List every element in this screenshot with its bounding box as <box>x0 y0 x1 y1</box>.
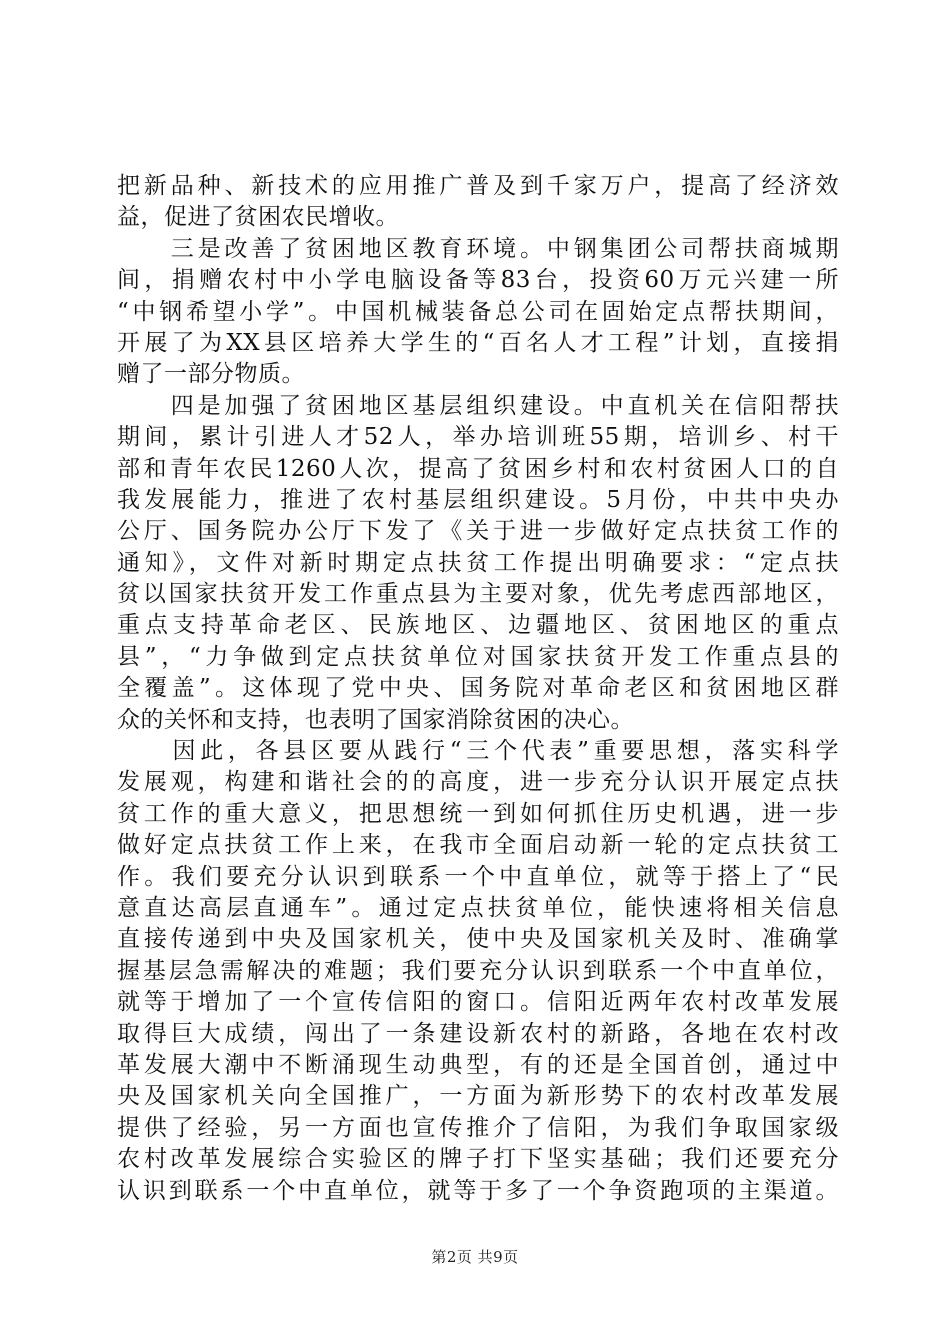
text-line: 县”，“力争做到定点扶贫单位对国家扶贫开发工作重点县的 <box>117 643 839 670</box>
text-line: 因此，各县区要从践行“三个代表”重要思想，落实科学 <box>117 738 839 765</box>
text-line: 革发展大潮中不断涌现生动典型，有的还是全国首创，通过中 <box>117 1051 839 1078</box>
text-line: 做好定点扶贫工作上来，在我市全面启动新一轮的定点扶贫工 <box>117 832 839 859</box>
text-line: 开展了为XX县区培养大学生的“百名人才工程”计划，直接捐 <box>117 329 839 356</box>
text-line: 取得巨大成绩，闯出了一条建设新农村的新路，各地在农村改 <box>117 1020 839 1047</box>
text-line: 通知》，文件对新时期定点扶贫工作提出明确要求：“定点扶 <box>117 549 839 576</box>
text-line: 期间，累计引进人才52人，举办培训班55期，培训乡、村干 <box>117 424 839 451</box>
text-line: 握基层急需解决的难题；我们要充分认识到联系一个中直单位， <box>117 957 839 984</box>
document-body <box>117 171 839 1207</box>
text-line: 直接传递到中央及国家机关，使中央及国家机关及时、准确掌 <box>117 926 839 953</box>
text-line: 赠了一部分物质。 <box>117 361 305 388</box>
text-line: 贫工作的重大意义，把思想统一到如何抓住历史机遇，进一步 <box>117 800 839 827</box>
page-footer: 第2页 共9页 <box>431 1248 519 1266</box>
text-line: 就等于增加了一个宣传信阳的窗口。信阳近两年农村改革发展 <box>117 989 839 1016</box>
text-line: 三是改善了贫困地区教育环境。中钢集团公司帮扶商城期 <box>117 235 839 262</box>
text-line: 意直达高层直通车”。通过定点扶贫单位，能快速将相关信息 <box>117 894 839 921</box>
text-line: 作。我们要充分认识到联系一个中直单位，就等于搭上了“民 <box>117 863 839 890</box>
text-line: 央及国家机关向全国推广，一方面为新形势下的农村改革发展 <box>117 1083 839 1110</box>
text-line: 我发展能力，推进了农村基层组织建设。5月份，中共中央办 <box>117 486 839 513</box>
text-line: 部和青年农民1260人次，提高了贫困乡村和农村贫困人口的自 <box>117 455 839 482</box>
text-line: 众的关怀和支持，也表明了国家消除贫困的决心。 <box>117 706 634 733</box>
text-line: 四是加强了贫困地区基层组织建设。中直机关在信阳帮扶 <box>117 392 839 419</box>
text-line: 发展观，构建和谐社会的的高度，进一步充分认识开展定点扶 <box>117 769 839 796</box>
text-line: 益，促进了贫困农民增收。 <box>117 204 399 231</box>
text-line: 提供了经验，另一方面也宣传推介了信阳，为我们争取国家级 <box>117 1114 839 1141</box>
text-line: 贫以国家扶贫开发工作重点县为主要对象，优先考虑西部地区， <box>117 581 839 608</box>
text-line: 重点支持革命老区、民族地区、边疆地区、贫困地区的重点 <box>117 612 839 639</box>
text-line: 全覆盖”。这体现了党中央、国务院对革命老区和贫困地区群 <box>117 675 839 702</box>
text-line: 间，捐赠农村中小学电脑设备等83台，投资60万元兴建一所 <box>117 267 839 294</box>
text-line: 把新品种、新技术的应用推广普及到千家万户，提高了经济效 <box>117 173 839 199</box>
text-line: 认识到联系一个中直单位，就等于多了一个争资跑项的主渠道。 <box>117 1177 839 1204</box>
text-line: 公厅、国务院办公厅下发了《关于进一步做好定点扶贫工作的 <box>117 518 839 545</box>
text-line: 农村改革发展综合实验区的牌子打下坚实基础；我们还要充分 <box>117 1146 839 1173</box>
text-line: “中钢希望小学”。中国机械装备总公司在固始定点帮扶期间， <box>117 298 839 325</box>
